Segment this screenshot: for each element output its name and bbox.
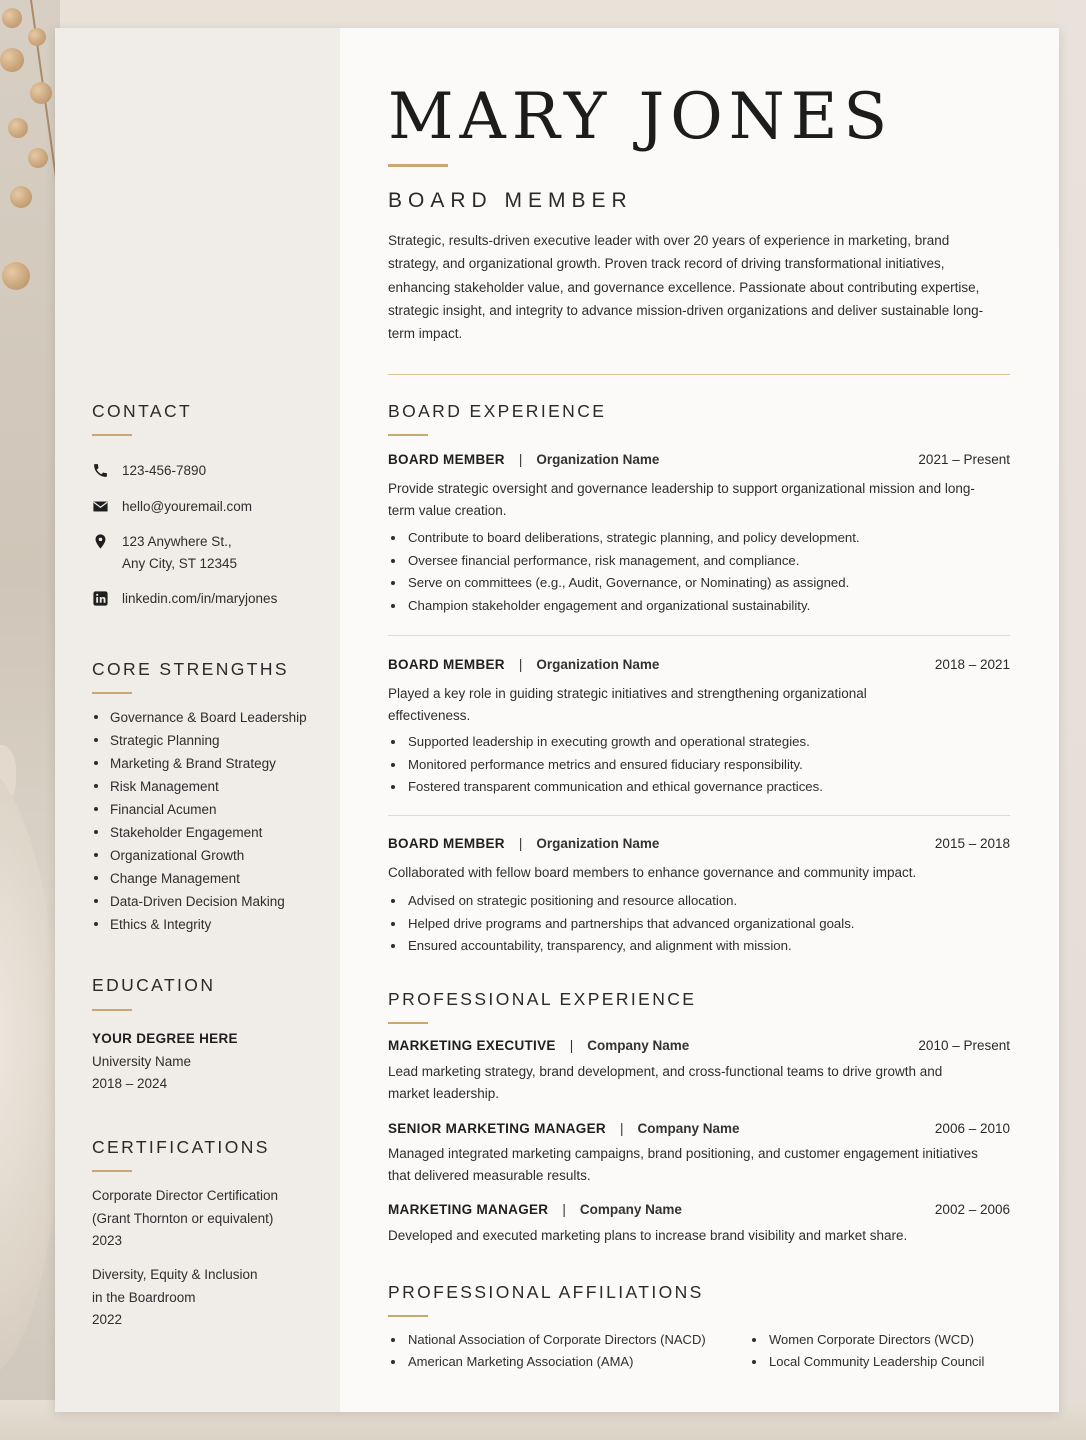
job-role: SENIOR MARKETING MANAGER [388, 1121, 606, 1136]
list-item: Helped drive programs and partnerships that advanced organizational goals. [388, 913, 1008, 936]
job-dates: 2018 – 2021 [934, 657, 1010, 672]
list-item: Marketing & Brand Strategy [92, 752, 332, 775]
list-item: Organizational Growth [92, 844, 332, 867]
address-line2: Any City, ST 12345 [122, 556, 238, 571]
certification-item [92, 1264, 332, 1332]
job-header [388, 452, 1010, 470]
map-pin-icon [92, 533, 109, 550]
company-name: Company Name [587, 1038, 690, 1053]
job-bullets [388, 731, 1008, 799]
job-description: Collaborated with fellow board members to enhance governance and community impact. [388, 865, 917, 880]
job-header [388, 1202, 1010, 1220]
job-description: Developed and executed marketing plans to increase brand visibility and market share. [388, 1228, 908, 1243]
list-item: Advised on strategic positioning and resource allocation. [388, 890, 1008, 913]
profile-summary: Strategic, results-driven executive leader with over 20 years of experience in marketing, brand strategy, and organizational growth. Proven track record of driving transformational initiatives, enhancing stakeholder value, and governance excellence. Passionate about contributing expertise, strategic insight, and integrity to advance mission-driven organizations and deliver sustainable long-term impact. [388, 233, 984, 342]
summary-divider [388, 374, 1010, 375]
organization-name: Organization Name [536, 836, 660, 851]
list-item: Oversee financial performance, risk management, and compliance. [388, 550, 1008, 573]
education-heading: EDUCATION [92, 975, 216, 995]
certification-name: Corporate Director Certification [92, 1188, 279, 1203]
core-strengths-heading: CORE STRENGTHS [92, 659, 289, 679]
list-item: Women Corporate Directors (WCD) [749, 1329, 1009, 1351]
linkedin-icon [92, 590, 109, 607]
job-role: BOARD MEMBER [388, 452, 505, 467]
job-role: BOARD MEMBER [388, 657, 505, 672]
professional-experience-rule [388, 1022, 428, 1024]
contact-phone[interactable] [92, 460, 332, 482]
list-item: Change Management [92, 867, 332, 890]
phone-icon [92, 462, 109, 479]
job-role: MARKETING EXECUTIVE [388, 1038, 556, 1053]
company-name: Company Name [637, 1121, 740, 1136]
certification-name: Diversity, Equity & Inclusion [92, 1267, 258, 1282]
envelope-icon [92, 498, 109, 515]
job-description: Lead marketing strategy, brand development, and cross-functional teams to drive growth and market leadership. [388, 1064, 943, 1101]
education-years: 2018 – 2024 [92, 1076, 168, 1091]
dried-flower-berry [2, 262, 30, 290]
contact-email[interactable] [92, 496, 332, 518]
resume-page [55, 28, 1059, 1412]
professional-experience-heading: PROFESSIONAL EXPERIENCE [388, 989, 697, 1009]
core-strengths-rule [92, 692, 132, 694]
job-dates: 2002 – 2006 [934, 1202, 1010, 1217]
separator: | [569, 1038, 574, 1053]
email-text: hello@youremail.com [122, 499, 253, 514]
dried-flower-berry [0, 48, 24, 72]
list-item: Risk Management [92, 775, 332, 798]
job-dates: 2021 – Present [918, 452, 1010, 467]
job-header [388, 1038, 1010, 1056]
certification-issuer: in the Boardroom [92, 1289, 196, 1305]
list-item: Financial Acumen [92, 798, 332, 821]
main-column [340, 28, 1059, 1412]
job-divider [388, 635, 1010, 636]
job-bullets [388, 527, 1008, 617]
list-item: Ethics & Integrity [92, 913, 332, 936]
contact-address [92, 531, 332, 575]
separator: | [619, 1121, 624, 1136]
list-item: Champion stakeholder engagement and organizational sustainability. [388, 595, 1008, 618]
affiliations-list-left [388, 1329, 728, 1373]
list-item: Ensured accountability, transparency, and alignment with mission. [388, 935, 1008, 958]
dried-flower-berry [28, 28, 46, 46]
job-role: BOARD MEMBER [388, 836, 505, 851]
certifications-heading: CERTIFICATIONS [92, 1137, 270, 1157]
job-dates: 2015 – 2018 [934, 836, 1010, 851]
separator: | [518, 657, 523, 672]
job-header [388, 1121, 1010, 1139]
school: University Name [92, 1053, 192, 1069]
job-header [388, 836, 1010, 854]
contact-heading-rule [92, 434, 132, 436]
job-dates: 2006 – 2010 [934, 1121, 1010, 1136]
list-item: Strategic Planning [92, 729, 332, 752]
certifications-rule [92, 1170, 132, 1172]
core-strengths-list [92, 706, 332, 936]
board-experience-heading: BOARD EXPERIENCE [388, 401, 607, 421]
job-header [388, 657, 1010, 675]
name-underline [388, 164, 448, 167]
list-item: Supported leadership in executing growth and operational strategies. [388, 731, 1008, 754]
list-item: Monitored performance metrics and ensured fiduciary responsibility. [388, 754, 1008, 777]
list-item: National Association of Corporate Directors (NACD) [388, 1329, 728, 1351]
dried-flower-berry [8, 118, 28, 138]
dried-flower-berry [2, 8, 22, 28]
list-item: Governance & Board Leadership [92, 706, 332, 729]
organization-name: Organization Name [536, 452, 660, 467]
job-bullets [388, 890, 1008, 958]
phone-text: 123-456-7890 [122, 463, 207, 478]
job-role: MARKETING MANAGER [388, 1202, 549, 1217]
company-name: Company Name [579, 1202, 682, 1217]
sidebar [55, 28, 340, 1412]
contact-linkedin[interactable] [92, 588, 332, 610]
education-rule [92, 1009, 132, 1011]
certification-year: 2022 [92, 1312, 123, 1327]
list-item: Serve on committees (e.g., Audit, Governance, or Nominating) as assigned. [388, 572, 1008, 595]
organization-name: Organization Name [536, 657, 660, 672]
affiliations-rule [388, 1315, 428, 1317]
certification-year: 2023 [92, 1233, 123, 1248]
job-title: BOARD MEMBER [388, 189, 633, 212]
degree: YOUR DEGREE HERE [92, 1031, 238, 1046]
affiliations-heading: PROFESSIONAL AFFILIATIONS [388, 1282, 704, 1302]
job-dates: 2010 – Present [918, 1038, 1010, 1053]
affiliations-list-right [749, 1329, 1009, 1373]
candidate-name: MARY JONES [388, 80, 894, 154]
job-description: Managed integrated marketing campaigns, brand positioning, and customer engagement initiatives that delivered measurable results. [388, 1146, 978, 1183]
linkedin-text: linkedin.com/in/maryjones [122, 591, 278, 606]
address-line1: 123 Anywhere St., [122, 534, 232, 549]
certification-item [92, 1185, 332, 1253]
list-item: American Marketing Association (AMA) [388, 1351, 728, 1373]
list-item: Fostered transparent communication and ethical governance practices. [388, 776, 1008, 799]
dried-flower-berry [28, 148, 48, 168]
education-block [92, 1028, 332, 1096]
dried-flower-berry [30, 82, 52, 104]
certification-issuer: (Grant Thornton or equivalent) [92, 1210, 274, 1226]
separator: | [518, 836, 523, 851]
dried-flower-berry [10, 186, 32, 208]
separator: | [518, 452, 523, 467]
list-item: Data-Driven Decision Making [92, 890, 332, 913]
job-divider [388, 815, 1010, 816]
job-description: Provide strategic oversight and governance leadership to support organizational mission and long-term value creation. [388, 481, 975, 518]
separator: | [562, 1202, 566, 1217]
list-item: Contribute to board deliberations, strategic planning, and policy development. [388, 527, 1008, 550]
job-description: Played a key role in guiding strategic initiatives and strengthening organizational effectiveness. [388, 686, 867, 723]
list-item: Local Community Leadership Council [749, 1351, 1009, 1373]
contact-heading: CONTACT [92, 401, 193, 421]
board-experience-rule [388, 434, 428, 436]
list-item: Stakeholder Engagement [92, 821, 332, 844]
